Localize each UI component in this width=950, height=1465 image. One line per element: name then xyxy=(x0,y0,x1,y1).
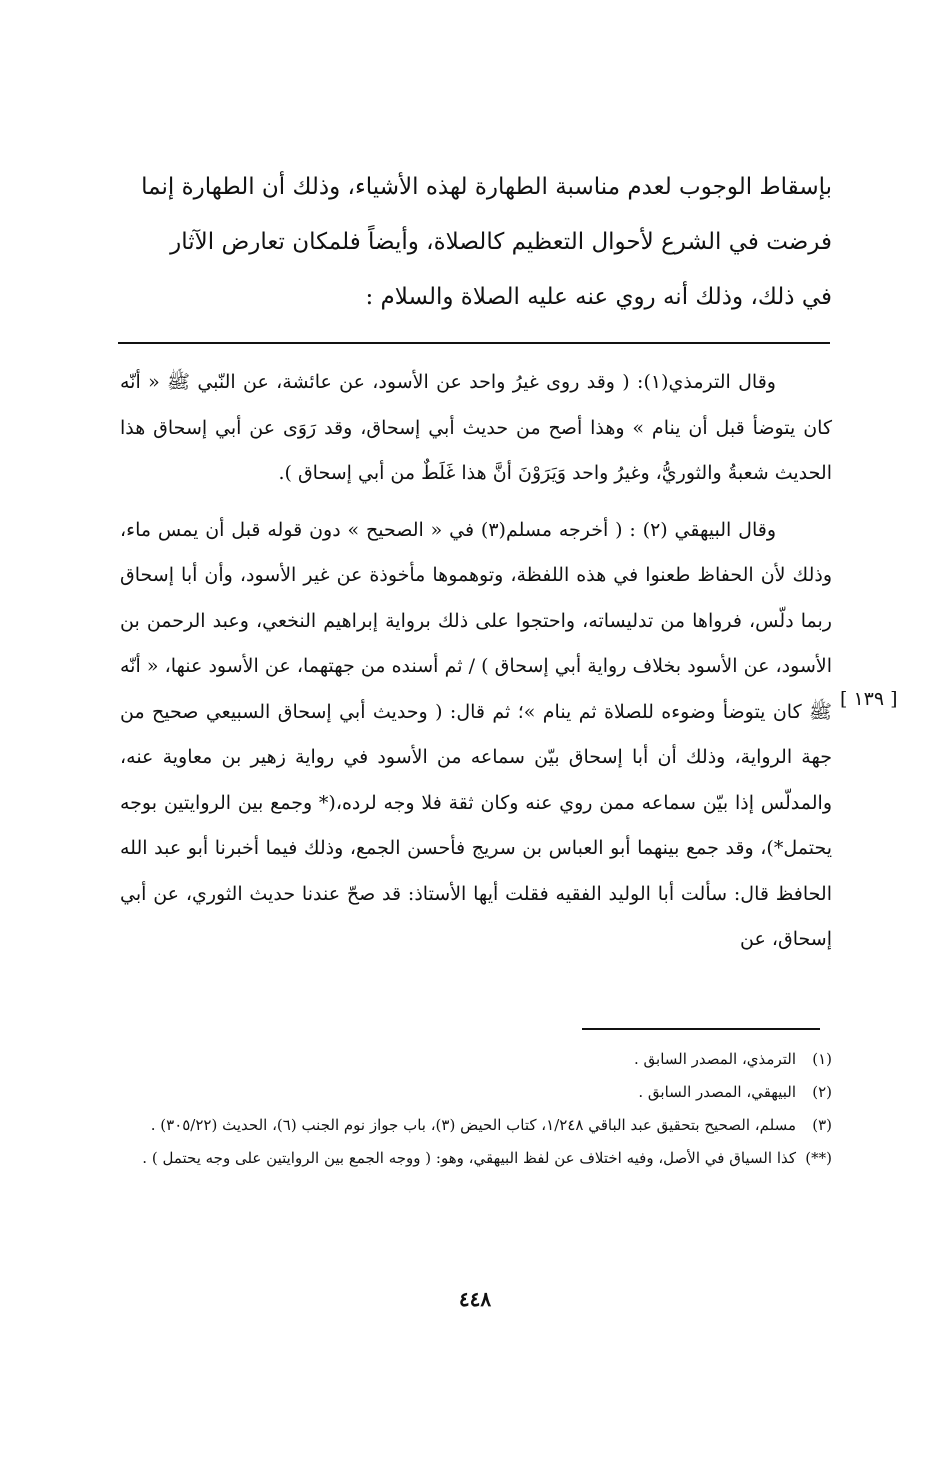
footnote-text: كذا السياق في الأصل، وفيه اختلاف عن لفظ البيهقي، وهو: ( ووجه الجمع بين الروايتين على وجه يحتمل ) . xyxy=(142,1149,796,1167)
section-divider xyxy=(118,342,830,344)
footnote-item xyxy=(120,1045,832,1074)
footnote-item xyxy=(120,1111,832,1140)
footnote-text: الترمذي، المصدر السابق . xyxy=(633,1050,796,1068)
footnote-number: (٣) xyxy=(812,1116,832,1134)
paragraph-gap xyxy=(120,497,832,508)
footnote-text: مسلم، الصحيح بتحقيق عبد الباقي ١/٢٤٨، كتاب الحيض (٣)، باب جواز نوم الجنب (٦)، الحديث (٣٠٥/٢٢) . xyxy=(150,1116,796,1134)
footnote-text: البيهقي، المصدر السابق . xyxy=(638,1083,796,1101)
margin-page-reference: [ ١٣٩ ] xyxy=(840,688,898,710)
footnotes-section xyxy=(120,1045,832,1177)
footnote-number: (١) xyxy=(812,1050,832,1068)
main-text-line: بإسقاط الوجوب لعدم مناسبة الطهارة لهذه الأشياء، وذلك أن الطهارة إنما xyxy=(141,174,832,200)
footnote-number: (**) xyxy=(805,1149,832,1167)
page-number: ٤٤٨ xyxy=(458,1287,492,1311)
bayhaqi-quote: وقال البيهقي (٢) : ( أخرجه مسلم(٣) في « الصحيح » دون قوله قبل أن يمس ماء، وذلك لأن الحفاظ طعنوا في هذه اللفظة، وتوهموها مأخوذة عن غير الأسود، وأن أبا إسحاق ربما دلّس، فرواها من تدليساته، واحتجوا على ذلك برواية إبراهيم النخعي، وعبد الرحمن بن الأسود، عن الأسود بخلاف رواية أبي إسحاق ) / ثم أسنده من جهتهما، عن الأسود عنها، « أنّه ﷺ كان يتوضأ وضوءه للصلاة ثم ينام »؛ ثم قال: ( وحديث أبي إسحاق السبيعي صحيح من جهة الرواية، وذلك أن أبا إسحاق بيّن سماعه من الأسود في رواية زهير بن معاوية عنه، والمدلّس إذا بيّن سماعه ممن روي عنه وكان ثقة فلا وجه لرده،(* وجمع بين الروايتين بوجه يحتمل*)، وقد جمع بينهما أبو العباس بن سريج فأحسن الجمع، وذلك فيما أخبرنا أبو عبد الله الحافظ قال: سألت أبا الوليد الفقيه فقلت أيها الأستاذ: قد صحّ عندنا حديث الثوري، عن أبي إسحاق، عن xyxy=(120,518,832,950)
footnote-number: (٢) xyxy=(812,1083,832,1101)
main-text-line: فرضت في الشرع لأحوال التعظيم كالصلاة، وأيضاً فلمكان تعارض الآثار xyxy=(170,229,832,255)
footnote-item xyxy=(120,1078,832,1107)
footnote-item xyxy=(120,1144,832,1173)
tirmidhi-quote: وقال الترمذي(١): ( وقد روى غيرُ واحد عن الأسود، عن عائشة، عن النّبي ﷺ « أنّه كان يتوضأ قبل أن ينام » وهذا أصح من حديث أبي إسحاق، وقد رَوَى عن أبي إسحاق هذا الحديث شعبةُ والثوريُّ، وغيرُ واحد وَيَرَوْنَ أنَّ هذا غَلَطٌ من أبي إسحاق ). xyxy=(120,371,832,484)
footnote-divider xyxy=(582,1028,820,1030)
commentary-block xyxy=(120,360,832,963)
main-text-line: في ذلك، وذلك أنه روي عنه عليه الصلاة والسلام : xyxy=(365,284,832,310)
main-text-paragraph xyxy=(120,160,832,325)
